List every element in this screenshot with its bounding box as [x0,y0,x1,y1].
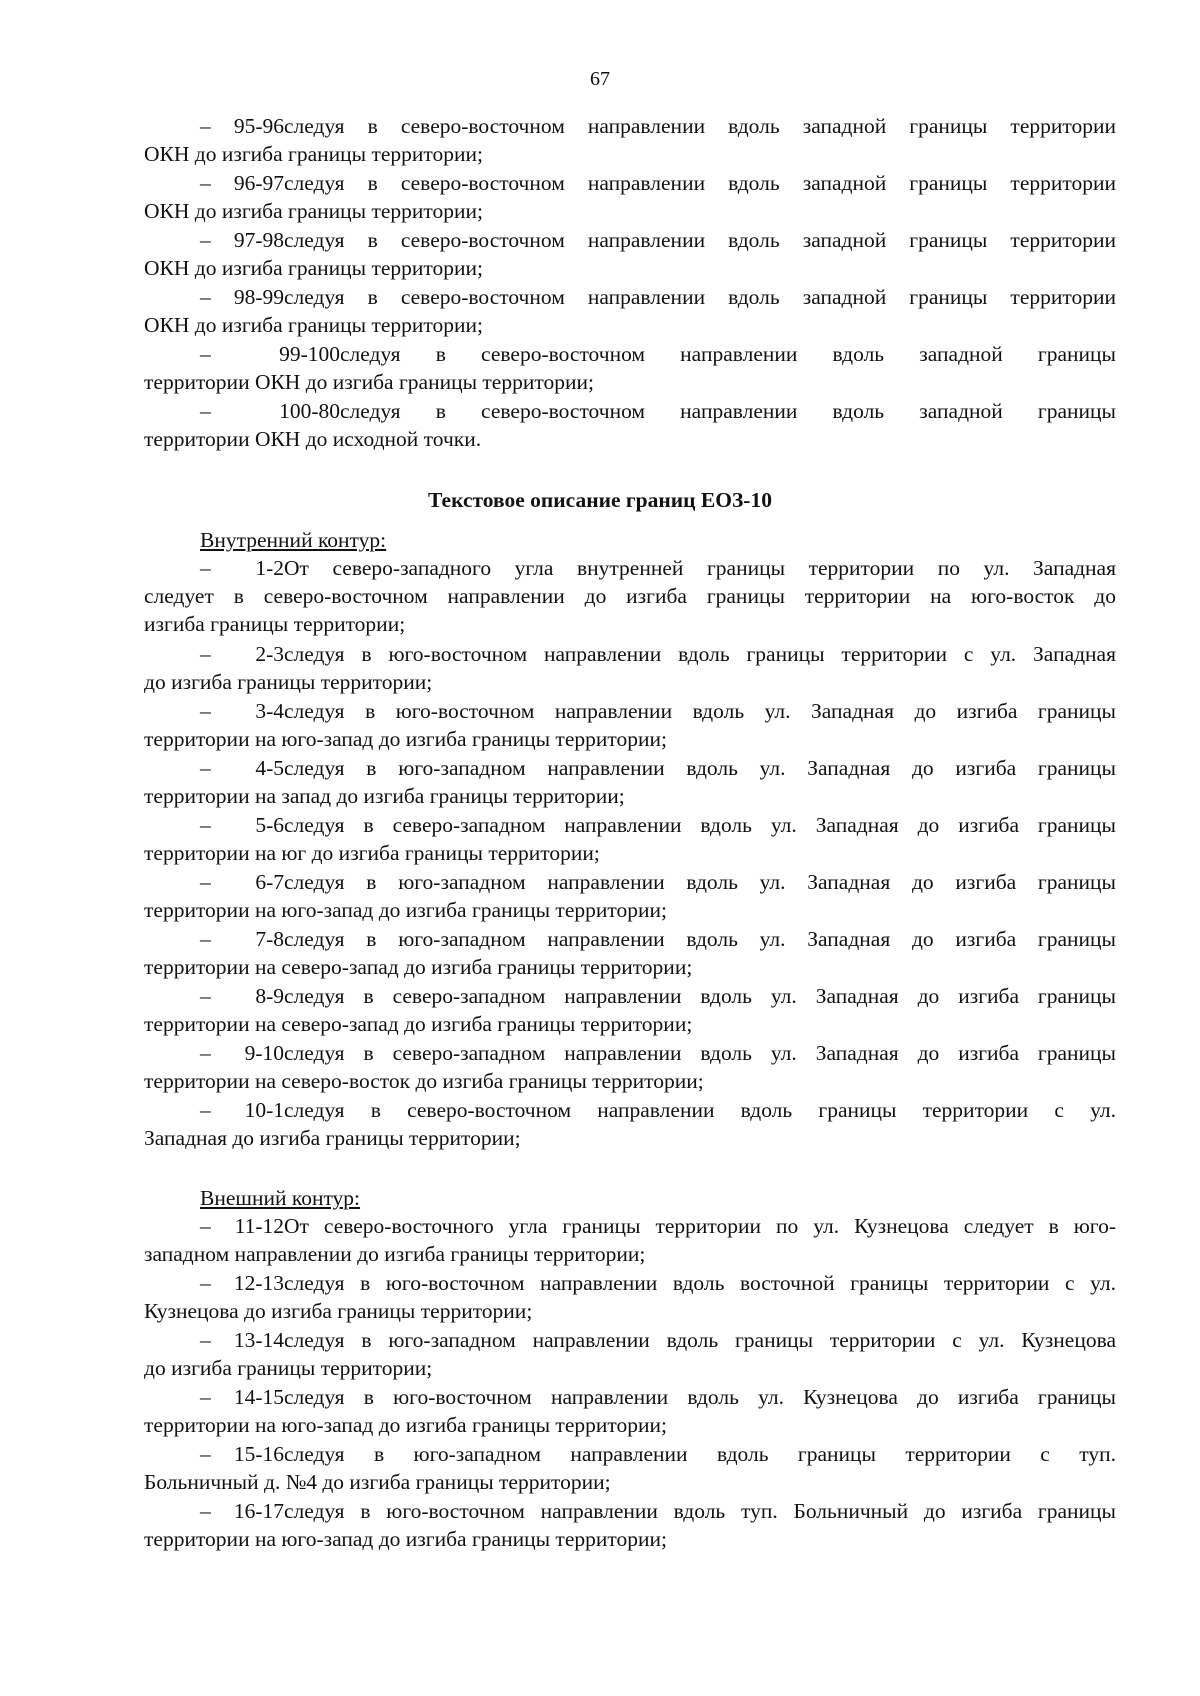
item-text-continued: до изгиба границы территории; [144,670,433,694]
item-text: следуя в северо-восточном направлении вдоль западной границы территории [284,285,1116,309]
segment-code: – 96-97 [200,171,284,195]
list-item [144,1096,1116,1153]
list-item [144,811,1116,868]
segment-code: – 10-1 [200,1098,284,1122]
list-item [144,982,1116,1039]
list-item [144,697,1116,754]
item-text-continued: территории на северо-восток до изгиба границы территории; [144,1069,704,1093]
item-text-continued: территории ОКН до изгиба границы территории; [144,370,594,394]
outer-contour-list [144,1212,1116,1554]
outer-contour-label: Внешний контур: [200,1186,361,1210]
item-text-continued: территории на запад до изгиба границы территории; [144,784,625,808]
list-item [144,1212,1116,1269]
item-text-continued: территории ОКН до исходной точки. [144,427,482,451]
item-text-continued: территории на северо-запад до изгиба границы территории; [144,955,693,979]
segment-code: – 12-13 [200,1271,284,1295]
item-text-continued: изгиба границы территории; [144,612,406,636]
segment-code: – 11-12 [200,1214,284,1238]
item-text: следуя в северо-западном направлении вдоль ул. Западная до изгиба границы [284,984,1116,1008]
segment-code: – 97-98 [200,228,284,252]
page-number: 67 [590,68,610,90]
item-text: следуя в юго-западном направлении вдоль границы территории с туп. [284,1442,1116,1466]
segment-code: – 7-8 [200,927,284,951]
item-text: следуя в северо-восточном направлении вдоль границы территории с ул. [284,1098,1116,1122]
item-text-continued: западном направлении до изгиба границы территории; [144,1242,646,1266]
segment-code: – 16-17 [200,1499,284,1523]
item-text: следуя в северо-восточном направлении вдоль западной границы территории [284,228,1116,252]
item-text: следуя в северо-западном направлении вдоль ул. Западная до изгиба границы [284,1041,1116,1065]
item-text: От северо-восточного угла границы территории по ул. Кузнецова следует в юго- [284,1214,1116,1238]
list-item [144,226,1116,283]
item-text: следуя в северо-восточном направлении вдоль западной границы территории [284,171,1116,195]
list-item [144,1326,1116,1383]
item-text-continued: ОКН до изгиба границы территории; [144,256,484,280]
segment-code: – 98-99 [200,285,284,309]
item-text-continued: территории на юго-запад до изгиба границы территории; [144,727,667,751]
item-text: следуя в северо-восточном направлении вдоль западной границы [340,399,1116,423]
list-item [144,868,1116,925]
item-text: следуя в юго-восточном направлении вдоль ул. Западная до изгиба границы [284,699,1116,723]
list-item [144,1269,1116,1326]
inner-contour-list [144,640,1116,1153]
list-item [144,925,1116,982]
item-text: следуя в юго-западном направлении вдоль ул. Западная до изгиба границы [284,927,1116,951]
item-text-continued: территории на северо-запад до изгиба границы территории; [144,1012,693,1036]
segment-code: – 99-100 [200,342,340,366]
segment-code: – 4-5 [200,756,284,780]
segment-code: – 5-6 [200,813,284,837]
item-text: следуя в северо-восточном направлении вдоль западной границы территории [284,114,1116,138]
list-item [144,1497,1116,1554]
item-text-continued: следует в северо-восточном направлении до изгиба границы территории на юго-восток до [144,584,1116,608]
item-text-continued: Кузнецова до изгиба границы территории; [144,1299,533,1323]
segment-code: – 1-2 [200,556,284,580]
item-text-continued: территории на юго-запад до изгиба границы территории; [144,1413,667,1437]
segment-code: – 15-16 [200,1442,284,1466]
item-text: следуя в юго-восточном направлении вдоль ул. Кузнецова до изгиба границы [284,1385,1116,1409]
segment-code: – 95-96 [200,114,284,138]
item-text: следуя в юго-западном направлении вдоль ул. Западная до изгиба границы [284,756,1116,780]
list-item [144,340,1116,397]
list-item [144,554,1116,638]
boundary-list-okn [144,112,1116,454]
item-text: следуя в юго-западном направлении вдоль границы территории с ул. Кузнецова [284,1328,1116,1352]
list-item [144,169,1116,226]
item-text-continued: ОКН до изгиба границы территории; [144,142,484,166]
segment-code: – 14-15 [200,1385,284,1409]
item-text-continued: ОКН до изгиба границы территории; [144,313,484,337]
segment-code: – 100-80 [200,399,340,423]
list-item [144,397,1116,454]
item-text: следуя в северо-западном направлении вдоль ул. Западная до изгиба границы [284,813,1116,837]
item-text-continued: Западная до изгиба границы территории; [144,1126,521,1150]
item-text: следуя в юго-западном направлении вдоль ул. Западная до изгиба границы [284,870,1116,894]
item-text-continued: территории на юг до изгиба границы территории; [144,841,600,865]
segment-code: – 13-14 [200,1328,284,1352]
segment-code: – 9-10 [200,1041,284,1065]
item-text: следуя в юго-восточном направлении вдоль туп. Больничный до изгиба границы [284,1499,1116,1523]
section-heading: Текстовое описание границ ЕОЗ-10 [428,488,772,512]
list-item [144,1383,1116,1440]
segment-code: – 3-4 [200,699,284,723]
list-item [144,1039,1116,1096]
item-text-continued: территории на юго-запад до изгиба границы территории; [144,1527,667,1551]
list-item [144,754,1116,811]
item-text-continued: ОКН до изгиба границы территории; [144,199,484,223]
item-text: От северо-западного угла внутренней границы территории по ул. Западная [284,556,1116,580]
inner-contour-label: Внутренний контур: [200,528,387,552]
item-text: следуя в северо-восточном направлении вдоль западной границы [340,342,1116,366]
list-item [144,112,1116,169]
item-text-continued: территории на юго-запад до изгиба границы территории; [144,898,667,922]
segment-code: – 8-9 [200,984,284,1008]
item-text-continued: Больничный д. №4 до изгиба границы территории; [144,1470,611,1494]
list-item [144,283,1116,340]
item-text: следуя в юго-восточном направлении вдоль восточной границы территории с ул. [284,1271,1116,1295]
item-text-continued: до изгиба границы территории; [144,1356,433,1380]
list-item [144,1440,1116,1497]
segment-code: – 2-3 [200,642,284,666]
segment-code: – 6-7 [200,870,284,894]
list-item [144,640,1116,697]
item-text: следуя в юго-восточном направлении вдоль границы территории с ул. Западная [284,642,1116,666]
